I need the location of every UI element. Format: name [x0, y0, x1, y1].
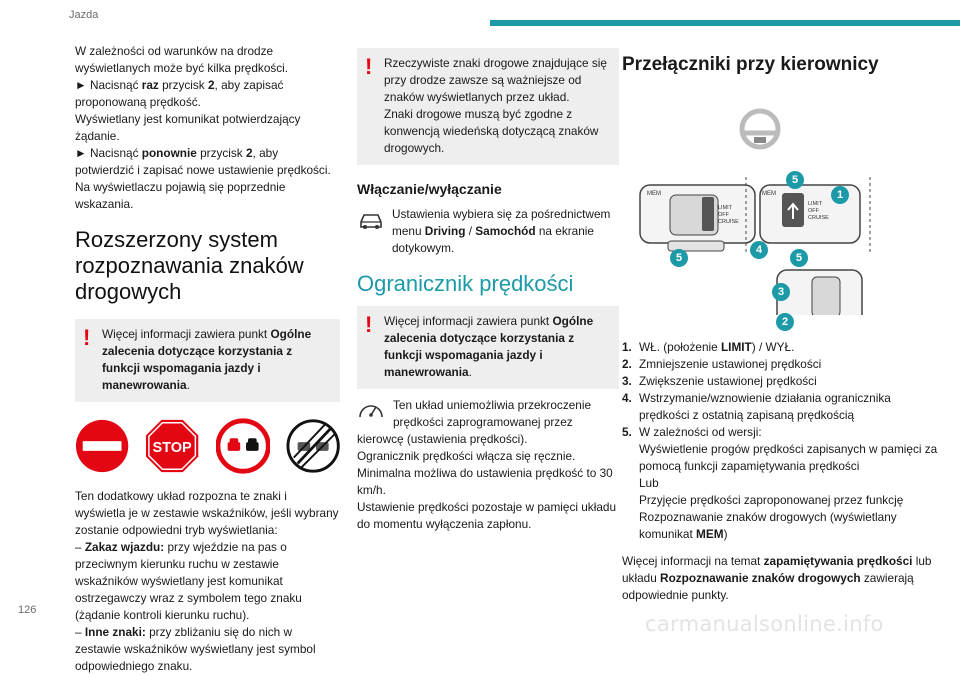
onoff-post: na ekranie dotykowym.	[392, 224, 594, 255]
chapter-title: Jazda	[69, 9, 99, 21]
onoff-vehicle: Samochód	[475, 224, 536, 238]
list-num: 4.	[622, 391, 632, 405]
stop-sign-text: STOP	[152, 439, 193, 456]
no-entry-sign-icon	[75, 418, 129, 474]
step-2-num: 2	[245, 146, 253, 160]
item-5-a: W zależności od wersji:	[639, 425, 762, 439]
warning-box-limiter	[357, 306, 619, 389]
limit-label-left: LIMIT	[718, 205, 733, 211]
list-item	[622, 339, 942, 356]
column-2	[357, 48, 619, 541]
list-text: WŁ. (położenie	[639, 340, 721, 354]
switch-list	[622, 339, 942, 543]
item-5-b: Wyświetlenie progów prędkości zapisanych w pamięci za pomocą funkcji zapamiętywania prędkości	[639, 442, 938, 473]
warning-limiter-post: .	[468, 365, 472, 379]
warning-limiter-bold: Ogólne zalecenia dotyczące korzystania z funkcji wspomagania jazdy i manewrowania	[384, 314, 594, 379]
steering-switch-illustration	[622, 85, 942, 315]
limiter-info-2: Ogranicznik prędkości włącza się ręcznie.	[357, 449, 576, 463]
callout-5-right: 5	[790, 249, 808, 267]
warning-box	[75, 319, 340, 402]
callout-5-left: 5	[670, 249, 688, 267]
warning-icon: !	[365, 312, 373, 337]
limiter-info-3: Minimalna możliwa do ustawienia prędkość to 30 km/h.	[357, 466, 613, 497]
watermark: carmanualsonline.info	[645, 612, 884, 636]
column-1	[75, 43, 340, 675]
list-post: ) / WYŁ.	[751, 340, 795, 354]
onoff-pre: Ustawienia wybiera się za pośrednictwem menu	[392, 207, 611, 238]
item-1-text: przy wjeździe na pas o przeciwnym kierunku ruchu w zestawie wskaźników wyświetlany jest komunikat ostrzegawczy wraz z symbolem tego znaku (żądanie kontroli kierunku ruchu).	[75, 540, 302, 622]
cruise-label-left: CRUISE	[718, 219, 739, 225]
steering-diagram	[622, 85, 942, 328]
section-title-sign-recognition: Rozszerzony system rozpoznawania znaków drogowych	[75, 227, 304, 304]
callout-4: 4	[750, 241, 768, 259]
warning-box-signs	[357, 48, 619, 165]
body-text: Ten dodatkowy układ rozpozna te znaki i wyświetla je w zestawie wskaźników, jeśli wybrany zostanie odpowiedni tryb wyświetlania:	[75, 489, 339, 537]
callout-3: 3	[772, 283, 790, 301]
step-1-mid: przycisk	[158, 78, 208, 92]
list-num: 1.	[622, 340, 632, 354]
header-accent-bar	[490, 20, 960, 26]
item-5-d-bold: MEM	[696, 527, 724, 541]
car-settings-icon	[357, 206, 385, 232]
previous-text: Na wyświetlaczu pojawią się poprzednie wskazania.	[75, 180, 286, 211]
warning-real-signs: Rzeczywiste znaki drogowe znajdujące się przy drodze zawsze są ważniejsze od znaków wyświetlanych przez układ.	[384, 56, 607, 104]
step-1-post: , aby zapisać proponowaną prędkość.	[75, 78, 284, 109]
list-bold: LIMIT	[720, 340, 752, 354]
step-1-pre: ► Nacisnąć	[75, 78, 142, 92]
speedometer-icon	[357, 397, 385, 423]
callout-5-top: 5	[786, 171, 804, 189]
more-post: zawierają odpowiednie punkty.	[622, 571, 914, 602]
list-text: Wstrzymanie/wznowienie działania ogranicznika prędkości z ostatnią zapisaną prędkością	[639, 391, 891, 422]
warning-pre: Więcej informacji zawiera punkt	[102, 327, 271, 341]
sign-item-other	[75, 624, 340, 675]
more-info	[622, 553, 942, 604]
callout-2: 2	[776, 313, 794, 331]
callout-1: 1	[831, 186, 849, 204]
step-2	[75, 145, 340, 179]
more-mid: lub układu	[622, 554, 932, 585]
step-2-post: , aby potwierdzić i zapisać nowe ustawienie prędkości.	[75, 146, 331, 177]
road-signs-row	[75, 418, 340, 474]
sign-item-no-entry	[75, 539, 340, 624]
steering-wheel-icon	[742, 111, 778, 147]
step-1-bold: raz	[141, 78, 159, 92]
onoff-driving: Driving	[424, 224, 466, 238]
list-item	[622, 356, 942, 373]
list-text: Zmniejszenie ustawionej prędkości	[639, 357, 822, 371]
item-5-d-pre: Przyjęcie prędkości zaproponowanej przez funkcję Rozpoznawanie znaków drogowych (wyświetlany komunikat	[639, 493, 904, 541]
onoff-sep: /	[465, 224, 476, 238]
item-2-text: przy zbliżaniu się do nich w zestawie wskaźników wyświetlany jest symbol odpowiedniego znaku.	[75, 625, 316, 673]
list-item	[622, 390, 942, 424]
item-2-dash: –	[75, 625, 85, 639]
mem-label-left: MEM	[647, 191, 661, 197]
page-number: 126	[18, 604, 37, 616]
section-title-steering-switches: Przełączniki przy kierownicy	[622, 54, 879, 75]
off-label-left: OFF	[718, 212, 729, 218]
limiter-info-4: Ustawienie prędkości pozostaje w pamięci układu do momentu wyłączenia zapłonu.	[357, 500, 617, 531]
more-pre: Więcej informacji na temat	[622, 554, 764, 568]
no-overtaking-sign-icon	[216, 418, 270, 474]
limiter-info-1: Ten układ uniemożliwia przekroczenie prędkości zaprogramowanej przez kierowcę (ustawienia prędkości).	[357, 398, 592, 446]
more-bold-2: Rozpoznawanie znaków drogowych	[660, 571, 861, 585]
onoff-title: Włączanie/wyłączanie	[357, 181, 502, 197]
list-num: 3.	[622, 374, 632, 388]
list-text: Zwiększenie ustawionej prędkości	[639, 374, 817, 388]
onoff-box	[357, 206, 619, 257]
list-item	[622, 424, 942, 543]
cruise-label-right: CRUISE	[808, 215, 829, 221]
item-1-bold: Zakaz wjazdu:	[84, 540, 165, 554]
list-num: 2.	[622, 357, 632, 371]
warning-post: .	[186, 378, 190, 392]
warning-icon: !	[83, 325, 91, 350]
column-3	[622, 56, 942, 604]
step-2-mid: przycisk	[196, 146, 246, 160]
list-item	[622, 373, 942, 390]
warning-limiter-pre: Więcej informacji zawiera punkt	[384, 314, 553, 328]
item-2-bold: Inne znaki:	[84, 625, 146, 639]
item-5-d-post: )	[723, 527, 728, 541]
step-1-num: 2	[207, 78, 215, 92]
step-2-pre: ► Nacisnąć	[75, 146, 142, 160]
step-2-bold: ponownie	[141, 146, 197, 160]
intro-text: W zależności od warunków na drodze wyświetlanych może być kilka prędkości.	[75, 44, 289, 75]
mem-label-right: MEM	[762, 191, 776, 197]
stop-sign-icon	[145, 418, 199, 474]
item-5-c: Lub	[639, 476, 659, 490]
end-no-overtaking-sign-icon	[286, 418, 340, 474]
item-1-dash: –	[75, 540, 85, 554]
limit-label-right: LIMIT	[808, 201, 823, 207]
step-1	[75, 77, 340, 111]
more-bold-1: zapamiętywania prędkości	[763, 554, 913, 568]
warning-vienna: Znaki drogowe muszą być zgodne z konwencją wiedeńską dotyczącą znaków drogowych.	[384, 107, 599, 155]
confirm-text: Wyświetlany jest komunikat potwierdzający żądanie.	[75, 112, 301, 143]
limiter-info	[357, 397, 619, 533]
warning-icon: !	[365, 54, 373, 79]
warning-bold: Ogólne zalecenia dotyczące korzystania z funkcji wspomagania jazdy i manewrowania	[102, 327, 312, 392]
off-label-right: OFF	[808, 208, 819, 214]
section-title-speed-limiter: Ogranicznik prędkości	[357, 271, 574, 296]
list-num: 5.	[622, 425, 632, 439]
